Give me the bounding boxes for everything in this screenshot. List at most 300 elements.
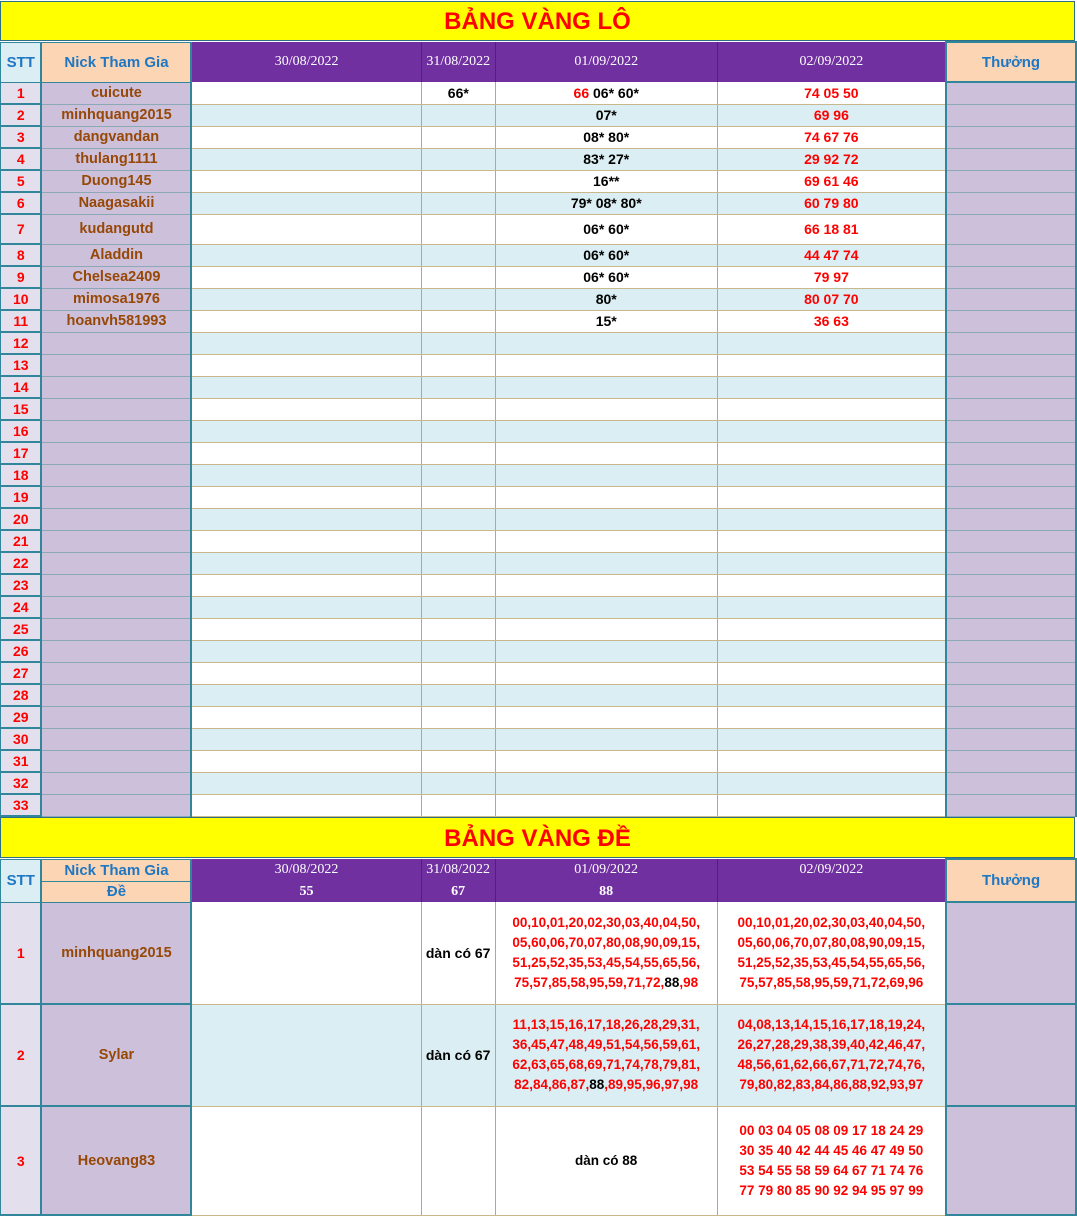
pick-cell[interactable]	[495, 148, 717, 170]
prize-cell[interactable]	[946, 192, 1076, 214]
pick-cell[interactable]	[191, 508, 421, 530]
nick-cell[interactable]	[41, 398, 191, 420]
pick-cell[interactable]	[421, 596, 495, 618]
pick-cell[interactable]: 69 96	[717, 104, 946, 126]
table-row	[1, 244, 1077, 266]
table-row	[1, 354, 1077, 376]
number-text: dàn có 88	[575, 1152, 638, 1168]
table-row	[1, 618, 1077, 640]
row-number: 29	[1, 706, 42, 728]
pick-cell[interactable]	[495, 662, 717, 684]
nick-header: Nick Tham Gia	[41, 42, 191, 82]
pick-cell[interactable]	[717, 464, 946, 486]
number-text: 51,25,52,35,53,45,54,55,65,56,	[512, 954, 700, 970]
row-number: 13	[1, 354, 42, 376]
nick-cell[interactable]	[41, 640, 191, 662]
pick-cell[interactable]	[717, 662, 946, 684]
pick-cell[interactable]	[191, 574, 421, 596]
pick-cell[interactable]	[717, 772, 946, 794]
pick-cell[interactable]	[717, 354, 946, 376]
prize-cell[interactable]	[946, 104, 1076, 126]
nick-cell[interactable]: Chelsea2409	[41, 266, 191, 288]
prize-header: Thưởng	[946, 42, 1076, 82]
pick-cell[interactable]	[191, 530, 421, 552]
pick-cell[interactable]	[495, 750, 717, 772]
nick-cell[interactable]	[41, 794, 191, 816]
pick-cell[interactable]	[191, 376, 421, 398]
pick-cell[interactable]: 44 47 74	[717, 244, 946, 266]
pick-cell[interactable]	[421, 772, 495, 794]
pick-cell[interactable]	[421, 552, 495, 574]
pick-cell[interactable]	[421, 266, 495, 288]
pick-cell[interactable]	[191, 464, 421, 486]
pick-cell[interactable]: 74 05 50	[717, 82, 946, 104]
nick-cell[interactable]: minhquang2015	[41, 104, 191, 126]
pick-cell[interactable]	[717, 376, 946, 398]
pick-cell[interactable]	[717, 684, 946, 706]
pick-cell[interactable]: 60 79 80	[717, 192, 946, 214]
row-number: 22	[1, 552, 42, 574]
pick-cell[interactable]	[495, 464, 717, 486]
pick-cell[interactable]	[495, 420, 717, 442]
pick-cell[interactable]	[495, 1004, 717, 1106]
pick-cell[interactable]	[717, 420, 946, 442]
table-row	[1, 288, 1077, 310]
number-line	[718, 1055, 945, 1075]
nick-cell[interactable]: Aladdin	[41, 244, 191, 266]
pick-cell[interactable]	[495, 442, 717, 464]
pick-cell[interactable]	[717, 574, 946, 596]
nick-cell[interactable]	[41, 706, 191, 728]
nick-cell[interactable]	[41, 684, 191, 706]
pick-cell[interactable]	[495, 552, 717, 574]
de-table	[0, 858, 1077, 1216]
nick-cell[interactable]: Heovang83	[41, 1106, 191, 1215]
pick-cell[interactable]	[495, 244, 717, 266]
row-number: 25	[1, 618, 42, 640]
pick-cell[interactable]	[421, 192, 495, 214]
prize-cell[interactable]	[946, 684, 1076, 706]
prize-cell[interactable]	[946, 126, 1076, 148]
nick-cell[interactable]: Sylar	[41, 1004, 191, 1106]
pick-cell[interactable]	[495, 486, 717, 508]
pick-cell[interactable]	[495, 354, 717, 376]
nick-cell[interactable]: Duong145	[41, 170, 191, 192]
prize-cell[interactable]	[946, 420, 1076, 442]
row-number: 1	[1, 82, 42, 104]
lo-title-banner: BẢNG VÀNG LÔ	[0, 1, 1075, 41]
nick-cell[interactable]: cuicute	[41, 82, 191, 104]
pick-cell[interactable]	[191, 684, 421, 706]
table-row	[1, 170, 1077, 192]
prize-cell[interactable]	[946, 464, 1076, 486]
number-line	[718, 1015, 945, 1035]
table-row	[1, 310, 1077, 332]
de-subheader: Đề	[41, 881, 191, 902]
pick-cell[interactable]	[495, 596, 717, 618]
row-number: 6	[1, 192, 42, 214]
row-number: 27	[1, 662, 42, 684]
pick-cell[interactable]	[421, 310, 495, 332]
nick-cell[interactable]	[41, 354, 191, 376]
pick-cell[interactable]	[191, 266, 421, 288]
pick-cell[interactable]	[421, 728, 495, 750]
pick-cell[interactable]	[421, 574, 495, 596]
pick-cell[interactable]	[191, 1106, 421, 1215]
nick-cell[interactable]	[41, 728, 191, 750]
table-row	[1, 706, 1077, 728]
pick-cell[interactable]	[421, 508, 495, 530]
table-row	[1, 126, 1077, 148]
pick-cell[interactable]	[191, 794, 421, 816]
prize-cell[interactable]	[946, 902, 1076, 1004]
pick-cell[interactable]	[717, 332, 946, 354]
pick-cell[interactable]	[495, 332, 717, 354]
prize-cell[interactable]	[946, 640, 1076, 662]
prize-cell[interactable]	[946, 596, 1076, 618]
pick-cell[interactable]	[191, 486, 421, 508]
pick-cell[interactable]	[191, 148, 421, 170]
pick-cell[interactable]	[421, 662, 495, 684]
pick-cell[interactable]	[717, 728, 946, 750]
pick-cell[interactable]	[717, 1106, 946, 1215]
nick-cell[interactable]	[41, 486, 191, 508]
prize-cell[interactable]	[946, 148, 1076, 170]
pick-cell[interactable]	[717, 442, 946, 464]
pick-cell[interactable]	[495, 398, 717, 420]
nick-cell[interactable]	[41, 332, 191, 354]
pick-cell[interactable]	[191, 442, 421, 464]
pick-cell[interactable]	[495, 508, 717, 530]
pick-cell[interactable]	[495, 618, 717, 640]
pick-cell[interactable]: 66 18 81	[717, 214, 946, 244]
prize-cell[interactable]	[946, 442, 1076, 464]
prize-cell[interactable]	[946, 508, 1076, 530]
pick-cell[interactable]: dàn có 67	[421, 1004, 495, 1106]
nick-cell[interactable]: Naagasakii	[41, 192, 191, 214]
pick-cell[interactable]	[191, 596, 421, 618]
number-line	[718, 933, 945, 953]
number-text: 11,13,15,16,17,18,26,28,29,31,	[512, 1017, 700, 1032]
pick-cell[interactable]	[717, 750, 946, 772]
prize-cell[interactable]	[946, 288, 1076, 310]
pick-cell[interactable]	[191, 214, 421, 244]
nick-cell[interactable]	[41, 376, 191, 398]
prize-cell[interactable]	[946, 82, 1076, 104]
table-row	[1, 1106, 1077, 1215]
nick-cell[interactable]	[41, 442, 191, 464]
pick-cell[interactable]	[717, 486, 946, 508]
table-row	[1, 684, 1077, 706]
pick-cell[interactable]	[421, 398, 495, 420]
table-row	[1, 1004, 1077, 1106]
number-line	[718, 973, 945, 993]
prize-cell[interactable]	[946, 750, 1076, 772]
pick-text: 06* 60*	[589, 84, 639, 101]
number-line	[718, 913, 945, 933]
table-row	[1, 376, 1077, 398]
pick-cell[interactable]	[717, 398, 946, 420]
prize-cell[interactable]	[946, 662, 1076, 684]
prize-cell[interactable]	[946, 574, 1076, 596]
pick-cell[interactable]	[495, 772, 717, 794]
number-text: 36,45,47,48,49,51,54,56,59,61,	[512, 1037, 700, 1052]
pick-cell[interactable]: 29 92 72	[717, 148, 946, 170]
pick-cell[interactable]	[495, 310, 717, 332]
pick-cell[interactable]	[421, 684, 495, 706]
table-row	[1, 662, 1077, 684]
lo-table	[0, 41, 1077, 817]
pick-cell[interactable]	[191, 420, 421, 442]
result-cell	[717, 881, 946, 902]
nick-cell[interactable]	[41, 552, 191, 574]
date-header: 02/09/2022	[717, 42, 946, 82]
pick-cell[interactable]	[495, 728, 717, 750]
number-text: 75,57,85,58,95,59,71,72,69,96	[739, 974, 924, 990]
row-number: 9	[1, 266, 42, 288]
prize-cell[interactable]	[946, 310, 1076, 332]
result-cell: 55	[191, 881, 421, 902]
pick-cell[interactable]	[717, 552, 946, 574]
prize-cell[interactable]	[946, 794, 1076, 816]
row-number: 18	[1, 464, 42, 486]
pick-cell[interactable]	[421, 530, 495, 552]
table-row	[1, 104, 1077, 126]
number-line	[718, 1181, 945, 1201]
prize-cell[interactable]	[946, 486, 1076, 508]
pick-cell[interactable]	[191, 640, 421, 662]
nick-cell[interactable]	[41, 750, 191, 772]
pick-cell[interactable]	[191, 310, 421, 332]
pick-text: 06* 60*	[583, 269, 630, 285]
pick-cell[interactable]	[421, 170, 495, 192]
nick-cell[interactable]: dangvandan	[41, 126, 191, 148]
pick-cell[interactable]	[191, 662, 421, 684]
number-line	[496, 1151, 717, 1171]
prize-cell[interactable]	[946, 552, 1076, 574]
nick-cell[interactable]	[41, 508, 191, 530]
nick-cell[interactable]: kudangutd	[41, 214, 191, 244]
pick-cell[interactable]	[717, 706, 946, 728]
nick-cell[interactable]	[41, 772, 191, 794]
pick-cell[interactable]	[421, 420, 495, 442]
pick-cell[interactable]	[717, 902, 946, 1004]
row-number: 1	[1, 902, 42, 1004]
prize-cell[interactable]	[946, 214, 1076, 244]
pick-cell[interactable]	[717, 618, 946, 640]
pick-cell[interactable]	[191, 398, 421, 420]
number-text: 79,80,82,83,84,86,88,92,93,97	[739, 1077, 924, 1092]
pick-cell[interactable]	[495, 170, 717, 192]
number-text: 00,10,01,20,02,30,03,40,04,50,	[512, 914, 700, 930]
pick-cell[interactable]: dàn có 67	[421, 902, 495, 1004]
pick-cell[interactable]	[421, 104, 495, 126]
nick-cell[interactable]	[41, 596, 191, 618]
pick-cell[interactable]	[495, 82, 717, 104]
row-number: 33	[1, 794, 42, 816]
prize-cell[interactable]	[946, 266, 1076, 288]
prize-cell[interactable]	[946, 244, 1076, 266]
pick-cell[interactable]	[495, 574, 717, 596]
pick-cell[interactable]	[421, 442, 495, 464]
pick-cell[interactable]	[717, 640, 946, 662]
pick-cell[interactable]	[421, 486, 495, 508]
pick-cell[interactable]: 66*	[421, 82, 495, 104]
nick-cell[interactable]: minhquang2015	[41, 902, 191, 1004]
nick-cell[interactable]	[41, 530, 191, 552]
number-text: 53 54 55 58 59 64 67 71 74 76	[739, 1162, 924, 1178]
pick-cell[interactable]	[191, 244, 421, 266]
pick-cell[interactable]	[191, 354, 421, 376]
pick-cell[interactable]	[191, 332, 421, 354]
row-number: 24	[1, 596, 42, 618]
table-row	[1, 530, 1077, 552]
pick-cell[interactable]	[495, 640, 717, 662]
prize-cell[interactable]	[946, 354, 1076, 376]
pick-cell[interactable]	[421, 750, 495, 772]
prize-cell[interactable]	[946, 728, 1076, 750]
row-number: 32	[1, 772, 42, 794]
pick-cell[interactable]	[191, 104, 421, 126]
table-row	[1, 332, 1077, 354]
pick-cell[interactable]: 80 07 70	[717, 288, 946, 310]
pick-cell[interactable]	[495, 902, 717, 1004]
pick-cell[interactable]	[191, 772, 421, 794]
number-text: 48,56,61,62,66,67,71,72,74,76,	[737, 1057, 926, 1072]
prize-cell[interactable]	[946, 1004, 1076, 1106]
prize-cell[interactable]	[946, 376, 1076, 398]
table-row	[1, 902, 1077, 1004]
row-number: 7	[1, 214, 42, 244]
pick-cell[interactable]: 69 61 46	[717, 170, 946, 192]
row-number: 30	[1, 728, 42, 750]
prize-cell[interactable]	[946, 772, 1076, 794]
pick-cell[interactable]	[717, 530, 946, 552]
number-line	[718, 1035, 945, 1055]
nick-cell[interactable]: hoanvh581993	[41, 310, 191, 332]
nick-header: Nick Tham Gia	[41, 859, 191, 881]
prize-cell[interactable]	[946, 1106, 1076, 1215]
pick-cell[interactable]	[191, 552, 421, 574]
nick-cell[interactable]: mimosa1976	[41, 288, 191, 310]
row-number: 31	[1, 750, 42, 772]
pick-cell[interactable]	[495, 706, 717, 728]
pick-cell[interactable]: 79 97	[717, 266, 946, 288]
pick-cell[interactable]	[191, 706, 421, 728]
pick-cell[interactable]	[495, 530, 717, 552]
pick-cell[interactable]	[191, 902, 421, 1004]
pick-cell[interactable]	[495, 214, 717, 244]
pick-cell[interactable]	[421, 244, 495, 266]
row-number: 17	[1, 442, 42, 464]
number-line	[496, 1075, 717, 1095]
nick-cell[interactable]	[41, 618, 191, 640]
pick-cell[interactable]	[717, 1004, 946, 1106]
number-text: 00,10,01,20,02,30,03,40,04,50,	[737, 914, 926, 930]
number-text: ,89,95,96,97,98	[604, 1077, 699, 1092]
pick-cell[interactable]	[495, 684, 717, 706]
row-number: 26	[1, 640, 42, 662]
table-row	[1, 728, 1077, 750]
prize-cell[interactable]	[946, 332, 1076, 354]
pick-cell[interactable]	[495, 126, 717, 148]
nick-cell[interactable]: thulang1111	[41, 148, 191, 170]
nick-cell[interactable]	[41, 420, 191, 442]
pick-cell[interactable]	[421, 148, 495, 170]
number-line	[496, 953, 717, 973]
pick-cell[interactable]	[495, 794, 717, 816]
prize-cell[interactable]	[946, 170, 1076, 192]
pick-cell[interactable]	[717, 508, 946, 530]
pick-text: 16**	[593, 173, 620, 189]
pick-cell[interactable]: 36 63	[717, 310, 946, 332]
number-line	[496, 933, 717, 953]
pick-cell[interactable]	[191, 170, 421, 192]
row-number: 11	[1, 310, 42, 332]
pick-cell[interactable]	[191, 82, 421, 104]
pick-cell[interactable]	[495, 192, 717, 214]
table-row	[1, 750, 1077, 772]
pick-cell[interactable]	[495, 288, 717, 310]
pick-cell[interactable]: 74 67 76	[717, 126, 946, 148]
nick-cell[interactable]	[41, 662, 191, 684]
nick-cell[interactable]	[41, 574, 191, 596]
number-text: ,98	[679, 974, 699, 990]
pick-cell[interactable]	[421, 376, 495, 398]
number-line	[496, 1055, 717, 1075]
pick-text: 15*	[595, 313, 617, 329]
pick-cell[interactable]	[421, 214, 495, 244]
pick-cell[interactable]	[421, 640, 495, 662]
pick-cell[interactable]	[495, 1106, 717, 1215]
number-text: 05,60,06,70,07,80,08,90,09,15,	[512, 934, 700, 950]
pick-cell[interactable]	[191, 288, 421, 310]
prize-cell[interactable]	[946, 618, 1076, 640]
pick-cell[interactable]	[421, 126, 495, 148]
table-row	[1, 420, 1077, 442]
pick-cell[interactable]	[421, 618, 495, 640]
row-number: 20	[1, 508, 42, 530]
pick-text: 06* 60*	[583, 247, 630, 263]
pick-cell[interactable]	[191, 126, 421, 148]
pick-cell[interactable]	[191, 750, 421, 772]
pick-cell[interactable]	[421, 332, 495, 354]
pick-cell[interactable]	[495, 266, 717, 288]
pick-cell[interactable]	[717, 794, 946, 816]
pick-cell[interactable]	[191, 1004, 421, 1106]
pick-cell[interactable]	[191, 728, 421, 750]
pick-cell[interactable]	[421, 288, 495, 310]
row-number: 16	[1, 420, 42, 442]
pick-cell[interactable]	[495, 104, 717, 126]
pick-cell[interactable]	[421, 794, 495, 816]
number-line	[718, 1075, 945, 1095]
nick-cell[interactable]	[41, 464, 191, 486]
number-text: 00 03 04 05 08 09 17 18 24 29	[739, 1122, 924, 1138]
prize-cell[interactable]	[946, 398, 1076, 420]
pick-cell[interactable]	[717, 596, 946, 618]
pick-cell[interactable]	[495, 376, 717, 398]
prize-cell[interactable]	[946, 530, 1076, 552]
pick-cell[interactable]	[191, 618, 421, 640]
pick-cell[interactable]	[191, 192, 421, 214]
pick-cell[interactable]	[421, 706, 495, 728]
pick-cell[interactable]	[421, 1106, 495, 1215]
pick-cell[interactable]	[421, 464, 495, 486]
date-header: 01/09/2022	[495, 42, 717, 82]
prize-cell[interactable]	[946, 706, 1076, 728]
pick-cell[interactable]	[421, 354, 495, 376]
